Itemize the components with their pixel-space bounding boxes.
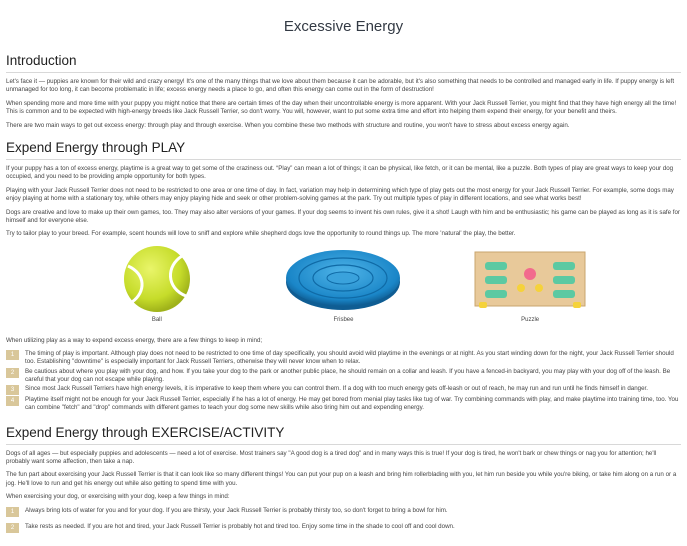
step-number-badge: 1 — [6, 350, 19, 360]
play-paragraph: Playing with your Jack Russell Terrier does not need to be restricted to one area or one time of day. In fact, variation may help in determining which type of play gets out the most energy for your Jack Russell Terrier. For example, some dogs may enjoy playing at home with a stationary toy, while others may enjoy playing hide and seek or other problem-solving games at the park. Try out multiple types of play in different locations, and see what works best! — [6, 186, 674, 203]
play-paragraph: If your puppy has a ton of excess energy, playtime is a great way to get some of the craziness out. “Play” can mean a lot of things; it can be physical, like fetch, or it can be mental, like a puzzle. Both types of play are great ways to keep your dog occupied, and you need to be providing ample opportunity for both types. — [6, 165, 674, 181]
intro-paragraph: Let's face it — puppies are known for their wild and crazy energy! It's one of the many things that we love about them because it can be adorable, but it's also something that needs to be controlled and managed early in life. If puppy energy is left unmanaged for too long, it can become problematic in life; excess energy needs a place to go, and often this energy can come out in the form of destruction! — [6, 78, 675, 94]
puzzle-figure — [460, 244, 600, 323]
list-item — [6, 507, 681, 517]
list-item — [6, 385, 681, 395]
play-heading: Expend Energy through PLAY — [6, 140, 186, 156]
exercise-divider — [6, 444, 681, 445]
step-number-badge: 3 — [6, 385, 19, 395]
frisbee-figure — [273, 244, 413, 323]
step-text: Take rests as needed. If you are hot and tired, your Jack Russell Terrier is probably hot and tired too. Enjoy some time in the shade to cool off and cool down. — [25, 522, 455, 530]
play-list-intro: When utilizing play as a way to expend excess energy, there are a few things to keep in mind; — [6, 336, 263, 344]
puzzle-caption: Puzzle — [521, 316, 540, 323]
list-item — [6, 396, 681, 412]
exercise-paragraph: The fun part about exercising your Jack Russell Terrier is that it can look like so many different things! You can put your pup on a leash and bring him rollerblading with you, let him run beside you while you're biking, or take him along on a run or a jog. He'll love to run and get his energy out while also getting to spend time with you. — [6, 471, 677, 487]
step-text: Always bring lots of water for you and for your dog. If you are thirsty, your Jack Russell Terrier is probably thirsty too, so don't forget to bring a bowl for him. — [25, 506, 448, 514]
step-number-badge: 2 — [6, 368, 19, 378]
play-tips-list — [6, 350, 681, 412]
frisbee-image — [283, 244, 403, 314]
play-divider — [6, 159, 681, 160]
puzzle-toy-image — [465, 244, 595, 314]
intro-divider — [6, 72, 681, 73]
step-number-badge: 1 — [6, 507, 19, 517]
play-paragraph: Try to tailor play to your breed. For example, scent hounds will love to sniff and explore while shepherd dogs love the opportunity to round things up. The more 'natural' the play, the better. — [6, 230, 516, 238]
list-item — [6, 350, 681, 366]
step-number-badge: 2 — [6, 523, 19, 533]
ball-caption: Ball — [151, 316, 162, 323]
list-item — [6, 368, 681, 384]
exercise-paragraph: When exercising your dog, or exercising with your dog, keep a few things in mind: — [6, 493, 230, 501]
play-paragraph: Dogs are creative and love to make up their own games, too. They may also alter versions of your games. If your dog seems to invent his own rules, give it a shot! Laugh with him and be enthusiastic; his game can be played as long as it is safe for himself and for everyone else. — [6, 208, 680, 225]
toy-images — [64, 244, 624, 332]
frisbee-caption: Frisbee — [333, 316, 354, 323]
step-number-badge: 4 — [6, 396, 19, 406]
exercise-paragraph: Dogs of all ages — but especially puppies and adolescents — need a lot of exercise. Most trainers say "A good dog is a tired dog" and in many ways this is true! If your dog is tired, he won't bark or chew things or nag you for attention; he'll probably want some affection, then take a nap. — [6, 449, 657, 465]
list-item — [6, 523, 681, 533]
intro-paragraph: There are two main ways to get out excess energy: through play and through exercise. When you combine these two methods with structure and routine, you won't have to stress about excess energy again. — [6, 121, 570, 129]
intro-heading: Introduction — [6, 53, 77, 68]
step-text: Playtime itself might not be enough for your Jack Russell Terrier, especially if he has a lot of energy. He may get bored from menial play tasks like tug of war. Try combining commands with play, and make playtime into training time, too. You can combine "fetch" and "drop" commands with different games to teach your dog some new skills while also tiring him out and expending energy. — [25, 396, 679, 412]
page-title: Excessive Energy — [283, 18, 404, 35]
exercise-heading: Expend Energy through EXERCISE/ACTIVITY — [6, 424, 285, 440]
step-text: The timing of play is important. Although play does not need to be restricted to one time of day specifically, you should avoid wild playtime in the evenings or at night. As you start winding down for the night, your Jack Russell Terrier should too. Establishing "downtime" is especially important for Jack Russell Terriers, otherwise they will never know when to relax. — [25, 350, 674, 366]
exercise-tips-list — [6, 507, 681, 533]
ball-figure — [87, 244, 227, 323]
step-text: Since most Jack Russell Terriers have high energy levels, it is imperative to keep them where you can control them. If a dog with too much energy gets off-leash or out of reach, he may run and run until he finds himself in danger. — [25, 385, 648, 393]
intro-paragraph: When spending more and more time with your puppy you might notice that there are certain times of the day when their uncontrollable energy is more apparent. With your Jack Russell Terrier, you might find that they have high energy all the time! This is common and to be expected with high-energy breeds like Jack Russell Terrier, so don't worry. You will, however, want to put some extra time and effort into helping them expend their energy, for your benefit and theirs. — [6, 99, 677, 116]
tennis-ball-image — [122, 244, 192, 314]
step-text: Be cautious about where you play with your dog, and how. If you take your dog to the park or another public place, he should remain on a collar and leash. If you have a fenced-in backyard, you may play with your dog off of the leash. Be careful that your dog can not escape while playing. — [25, 367, 671, 383]
